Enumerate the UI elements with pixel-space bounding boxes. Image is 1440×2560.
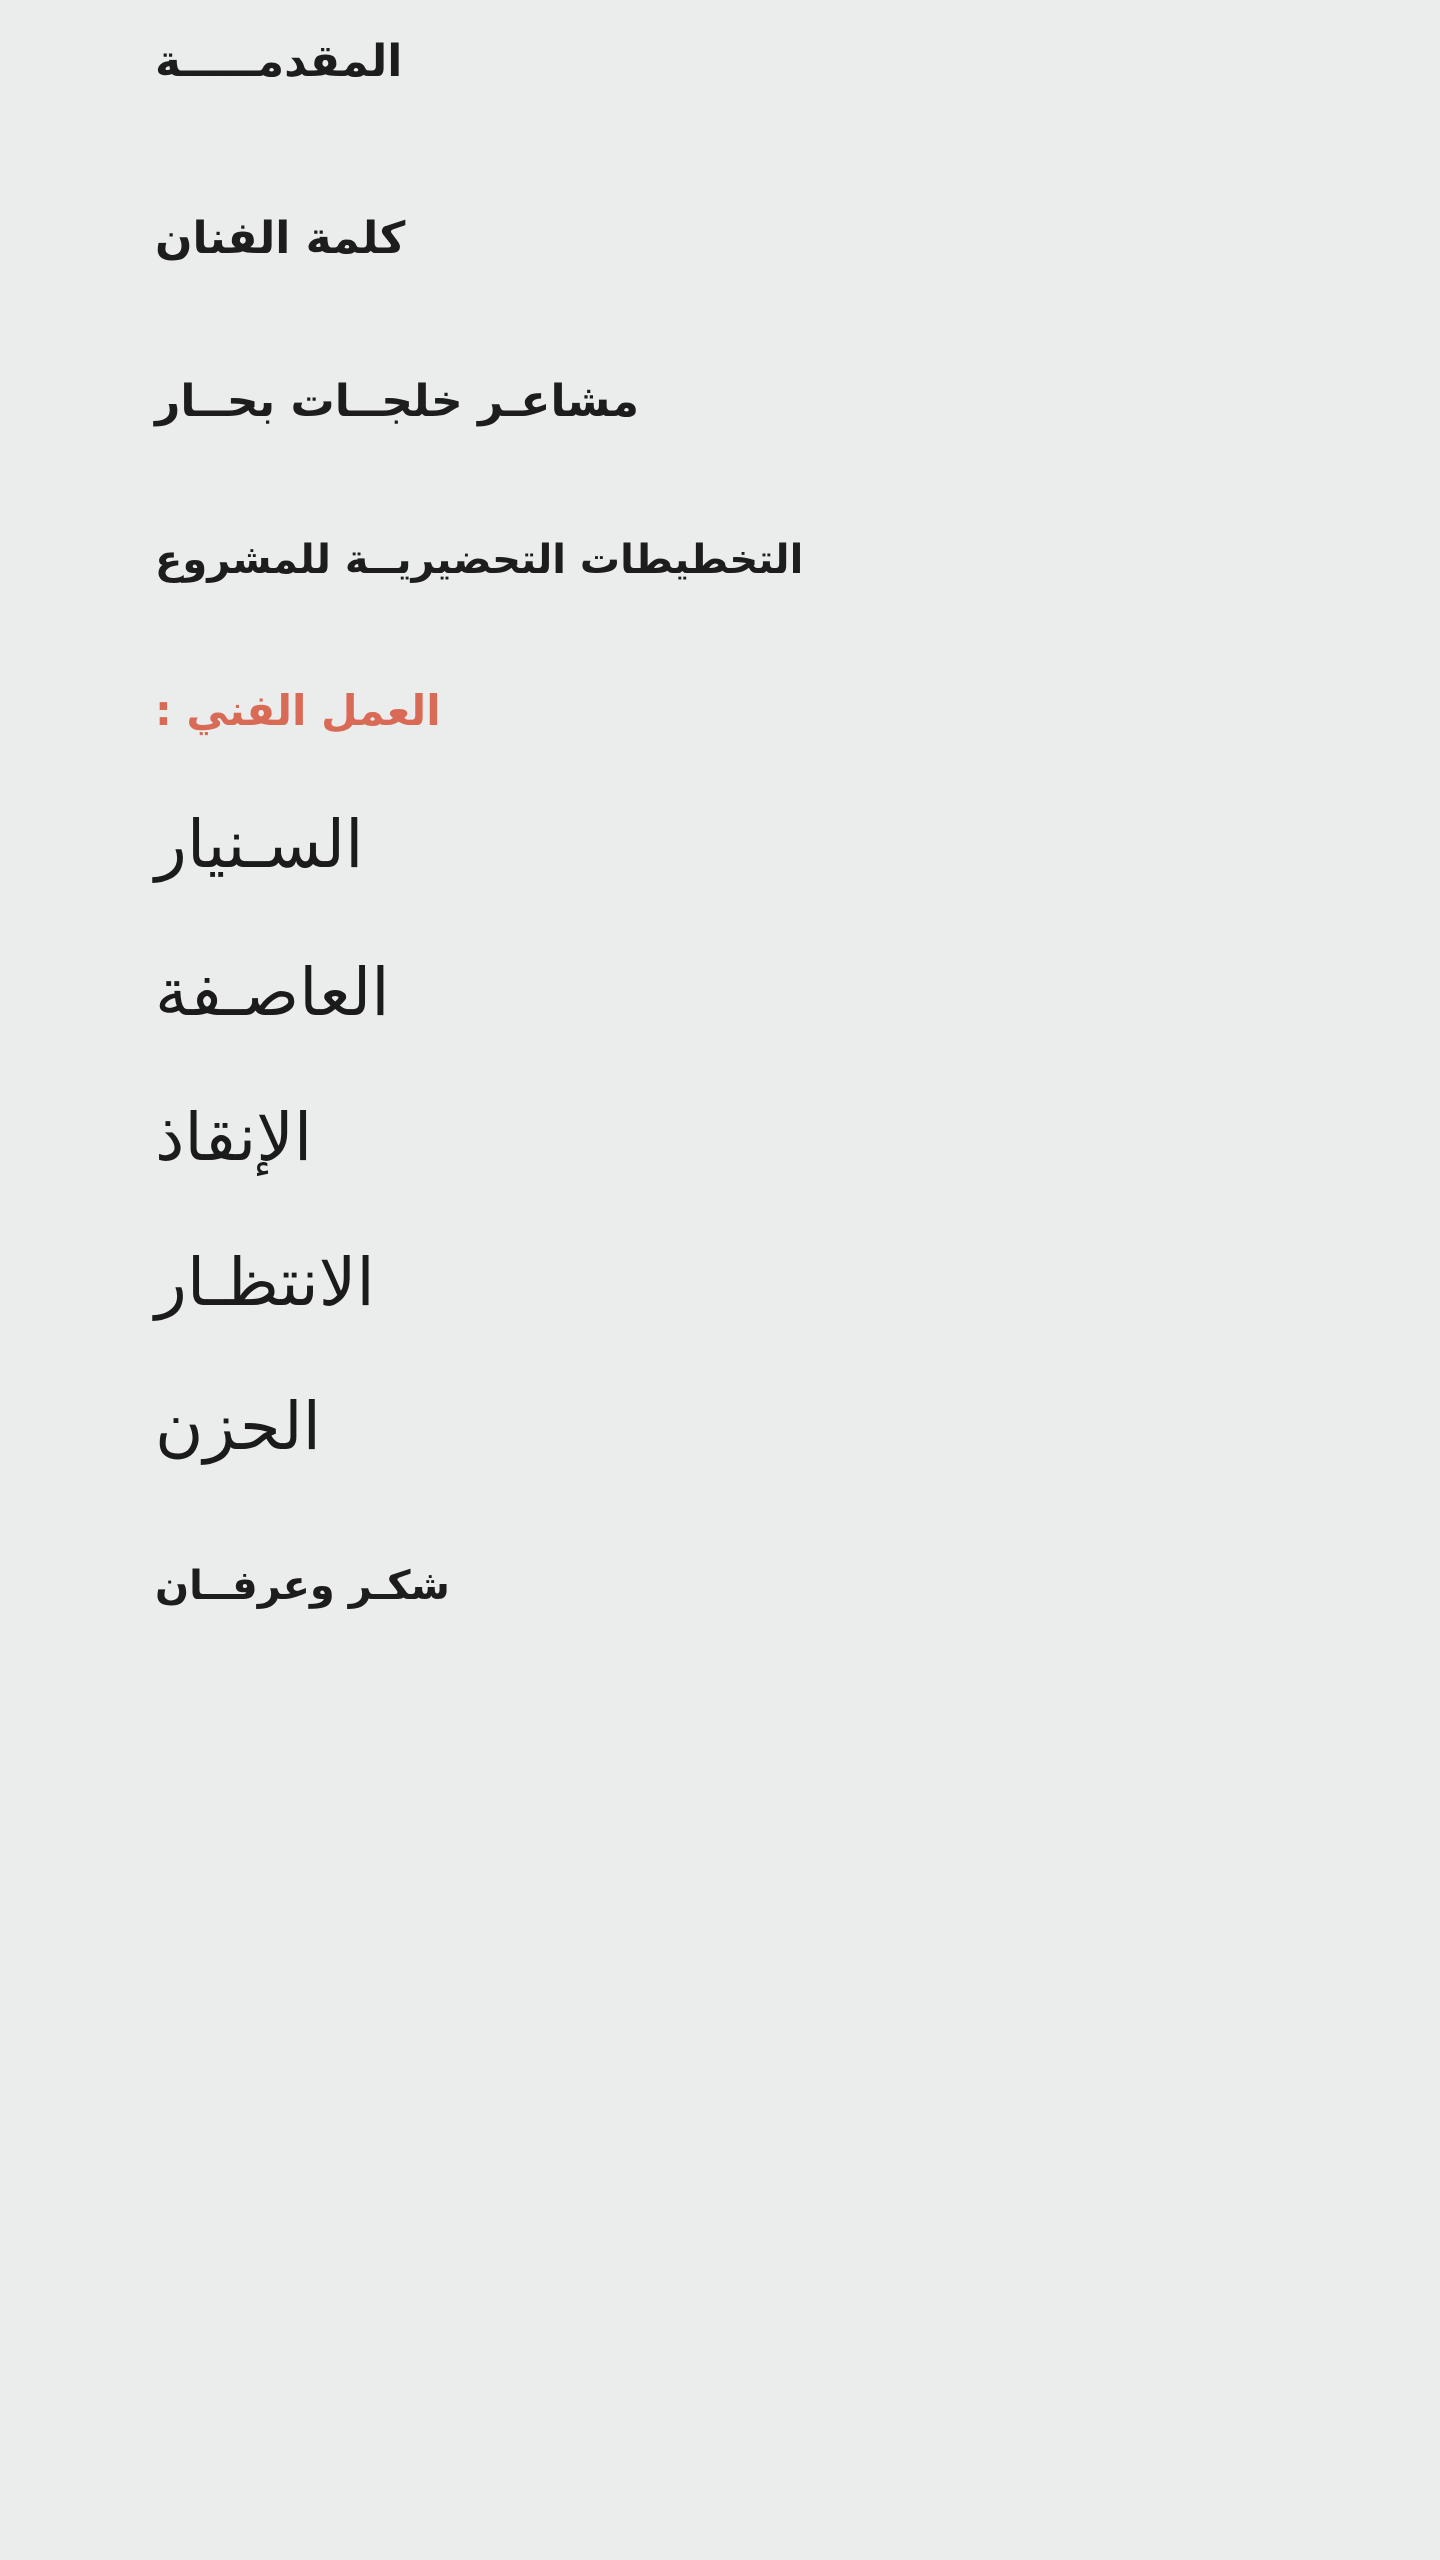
toc-item-artwork-sorrow[interactable]: الحزن	[155, 1388, 321, 1466]
toc-item-feelings-of-sea-bays[interactable]: مشاعـر خلجــات بحــار	[155, 375, 639, 427]
toc-item-introduction[interactable]: المقدمـــــة	[155, 36, 403, 87]
toc-item-artist-word[interactable]: كلمة الفنان	[155, 212, 406, 264]
toc-item-artwork-rescue[interactable]: الإنقاذ	[155, 1098, 313, 1176]
toc-item-acknowledgements[interactable]: شكـر وعرفــان	[155, 1562, 450, 1609]
toc-item-artwork-waiting[interactable]: الانتظـار	[155, 1243, 375, 1321]
toc-item-artwork-storm[interactable]: العاصـفة	[155, 954, 390, 1032]
toc-item-artwork-alsinyar[interactable]: السـنيار	[155, 805, 364, 883]
toc-section-artwork-heading: العمل الفني :	[155, 686, 441, 736]
toc-item-preparatory-sketches[interactable]: التخطيطات التحضيريــة للمشروع	[155, 537, 804, 584]
